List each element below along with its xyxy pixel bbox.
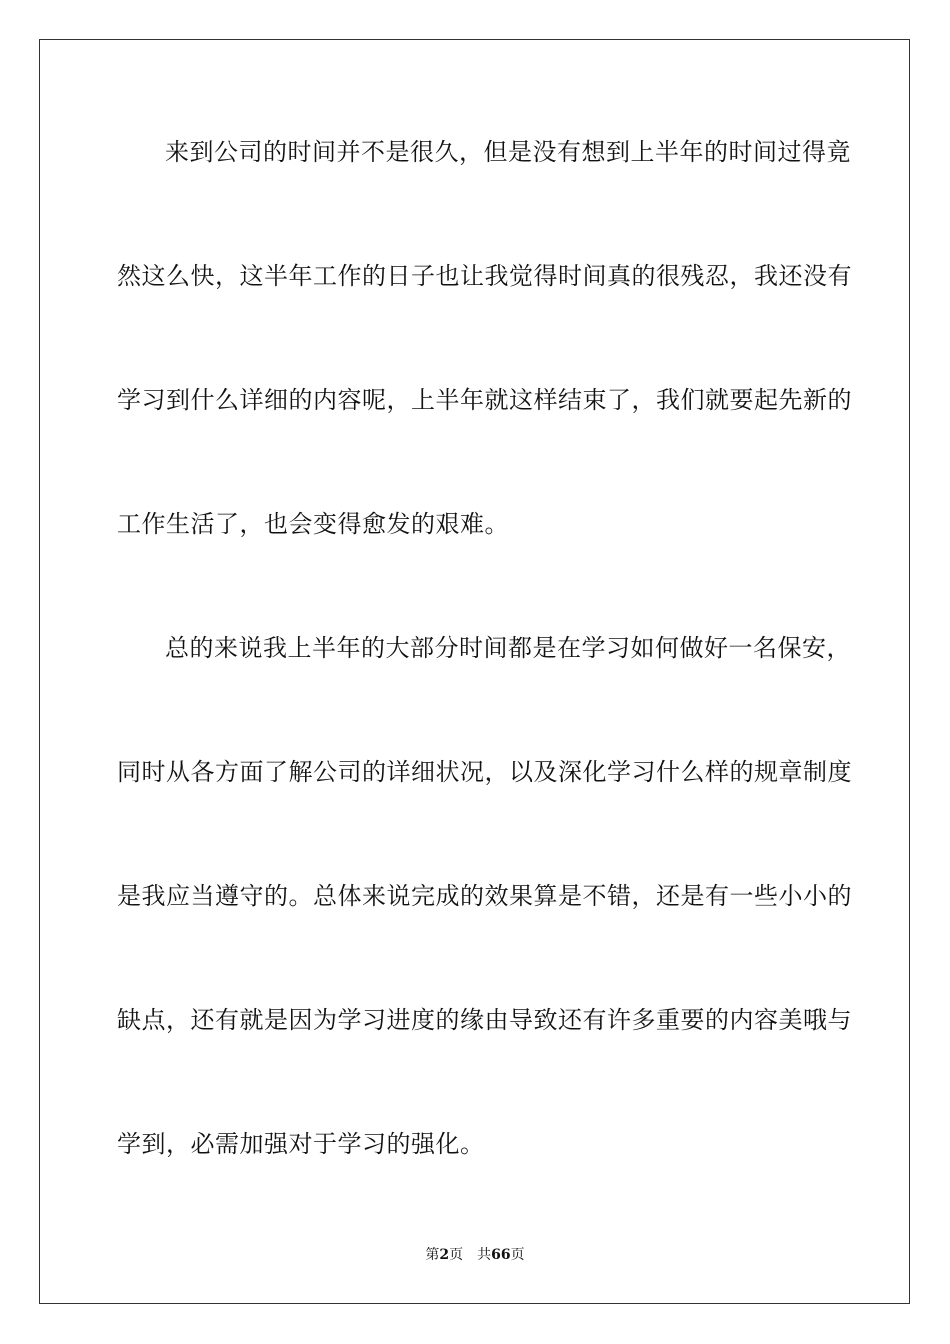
paragraph-1-line-1: 来到公司的时间并不是很久，但是没有想到上半年的时间过得竟 xyxy=(165,138,851,166)
paragraph-2-line-3: 是我应当遵守的。总体来说完成的效果算是不错，还是有一些小小的 xyxy=(117,882,852,910)
paragraph-2-line-1: 总的来说我上半年的大部分时间都是在学习如何做好一名保安， xyxy=(165,634,851,662)
paragraph-2-line-2: 同时从各方面了解公司的详细状况，以及深化学习什么样的规章制度 xyxy=(117,758,852,786)
page-prefix: 第 xyxy=(425,1247,440,1263)
page-footer xyxy=(0,1245,950,1265)
paragraph-1-line-3: 学习到什么详细的内容呢，上半年就这样结束了，我们就要起先新的 xyxy=(117,386,852,414)
page-suffix: 页 xyxy=(449,1247,464,1263)
total-pages: 66 xyxy=(491,1247,511,1263)
paragraph-1-line-4: 工作生活了，也会变得愈发的艰难。 xyxy=(117,510,509,538)
total-prefix: 共 xyxy=(477,1247,492,1263)
paragraph-2-line-4: 缺点，还有就是因为学习进度的缘由导致还有许多重要的内容美哦与 xyxy=(117,1006,852,1034)
paragraph-2-line-5: 学到，必需加强对于学习的强化。 xyxy=(117,1130,485,1158)
paragraph-1-line-2: 然这么快，这半年工作的日子也让我觉得时间真的很残忍，我还没有 xyxy=(117,262,852,290)
total-suffix: 页 xyxy=(510,1247,525,1263)
page-number: 2 xyxy=(439,1247,450,1263)
